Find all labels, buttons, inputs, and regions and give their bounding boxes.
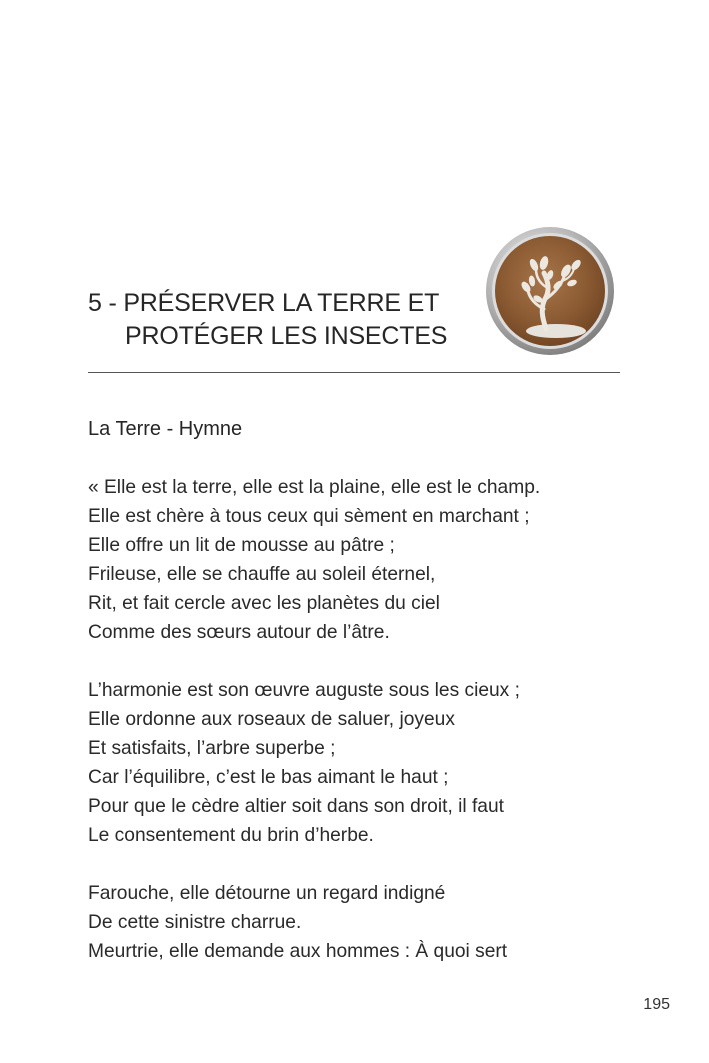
section-title: La Terre - Hymne xyxy=(88,418,243,440)
verse-line: Car l’équilibre, c’est le bas aimant le haut ; xyxy=(88,767,449,788)
verse-line: Meurtrie, elle demande aux hommes : À quoi sert xyxy=(88,941,508,962)
verse-line: Elle offre un lit de mousse au pâtre ; xyxy=(88,535,395,556)
chapter-title-line-1: 5 - PRÉSERVER LA TERRE ET xyxy=(88,289,440,317)
verse-line: Rit, et fait cercle avec les planètes du ciel xyxy=(88,593,440,614)
verse-line: De cette sinistre charrue. xyxy=(88,912,302,933)
chapter-title xyxy=(88,287,468,353)
verse-line: Farouche, elle détourne un regard indigné xyxy=(88,883,446,904)
tree-medallion-icon xyxy=(484,225,616,357)
verse-line: L’harmonie est son œuvre auguste sous les cieux ; xyxy=(88,680,520,701)
verse-line: Elle ordonne aux roseaux de saluer, joyeux xyxy=(88,709,455,730)
chapter-title-line-2: PROTÉGER LES INSECTES xyxy=(125,322,448,350)
stanza xyxy=(88,676,648,850)
verse-line: Comme des sœurs autour de l’âtre. xyxy=(88,622,390,643)
verse-line: Et satisfaits, l’arbre superbe ; xyxy=(88,738,336,759)
verse-line: Elle est chère à tous ceux qui sèment en marchant ; xyxy=(88,506,530,527)
chapter-divider xyxy=(88,372,620,373)
verse-line: Pour que le cèdre altier soit dans son droit, il faut xyxy=(88,796,504,817)
verse-line: « Elle est la terre, elle est la plaine, elle est le champ. xyxy=(88,477,541,498)
verse-line: Le consentement du brin d’herbe. xyxy=(88,825,374,846)
page-number: 195 xyxy=(643,996,670,1013)
stanza xyxy=(88,473,648,647)
poem xyxy=(88,473,648,995)
verse-line: Frileuse, elle se chauffe au soleil éternel, xyxy=(88,564,436,585)
stanza xyxy=(88,879,648,966)
